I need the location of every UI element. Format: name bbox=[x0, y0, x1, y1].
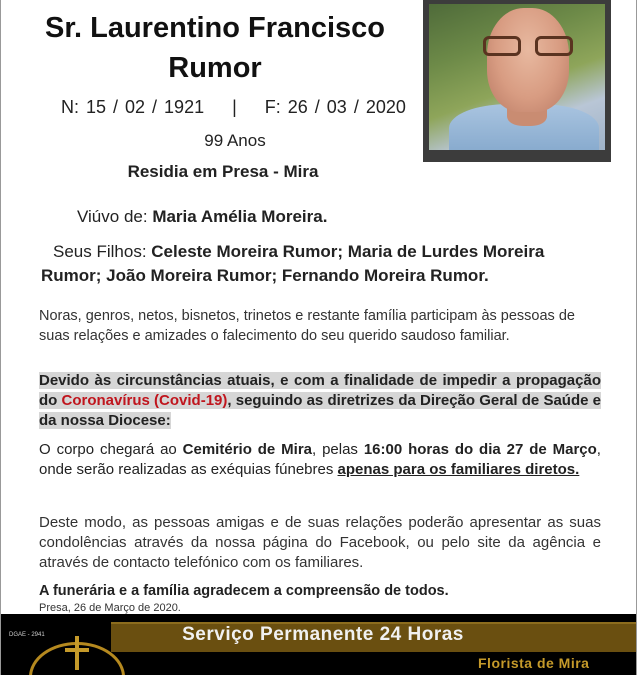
birth-death-dates: N: 15 / 02 / 1921 | F: 26 / 03 / 2020 bbox=[61, 97, 406, 117]
cross-icon bbox=[75, 636, 79, 670]
ceremony-text-2: , pelas bbox=[312, 441, 364, 458]
children-label: Seus Filhos: bbox=[53, 242, 147, 261]
thanks-line: A funerária e a família agradecem a compreensão de todos. bbox=[39, 583, 449, 599]
covid-text-2: , seguindo as diretrizes da Direção Geral de Saúde e da nossa Diocese: bbox=[39, 392, 601, 429]
children-line bbox=[41, 240, 619, 288]
registration-number: DGAE - 2941 bbox=[9, 632, 45, 638]
portrait-photo bbox=[429, 4, 605, 150]
deceased-name bbox=[15, 8, 415, 88]
cemetery-name: Cemitério de Mira bbox=[182, 441, 312, 458]
service-banner: Serviço Permanente 24 Horas bbox=[182, 624, 464, 645]
children-names-b: Rumor; João Moreira Rumor; Fernando Moreira Rumor. bbox=[41, 266, 489, 285]
ceremony-text-3: , onde serão realizadas as exéquias fúnebres bbox=[39, 441, 601, 478]
covid-text-1: Devido às circunstâncias atuais, e com a finalidade de impedir a propagação do bbox=[39, 372, 601, 409]
ceremony-restriction: apenas para os familiares diretos. bbox=[337, 461, 580, 478]
footer bbox=[1, 614, 637, 675]
ceremony-text-1: O corpo chegará ao bbox=[39, 441, 183, 458]
deceased-name-line2: Rumor bbox=[168, 52, 262, 84]
condolences-info: Deste modo, as pessoas amigas e de suas relações poderão apresentar as suas condolências através da nossa página do Facebook, ou pelo site da agência e através de contacto telefónico com os familiares. bbox=[39, 514, 601, 571]
ceremony-details bbox=[39, 440, 601, 480]
widow-line bbox=[77, 207, 327, 227]
deceased-name-line1: Sr. Laurentino Francisco bbox=[44, 12, 386, 44]
florist-name: Florista de Mira bbox=[478, 655, 590, 671]
widow-name: Maria Amélia Moreira. bbox=[152, 207, 328, 226]
covid-highlight: Coronavírus (Covid-19) bbox=[61, 392, 228, 409]
covid-notice bbox=[39, 371, 601, 431]
place-date: Presa, 26 de Março de 2020. bbox=[39, 602, 181, 614]
age: 99 Anos bbox=[204, 131, 266, 150]
residence: Residia em Presa - Mira bbox=[127, 162, 319, 181]
family-announcement: Noras, genros, netos, bisnetos, trinetos e restante família participam às pessoas de suas relações e amizades o falecimento do seu querido saudoso familiar. bbox=[39, 308, 575, 344]
children-names-a: Celeste Moreira Rumor; Maria de Lurdes Moreira bbox=[151, 242, 545, 261]
widow-label: Viúvo de: bbox=[77, 207, 148, 226]
ceremony-time: 16:00 horas do dia 27 de Março bbox=[363, 441, 597, 458]
